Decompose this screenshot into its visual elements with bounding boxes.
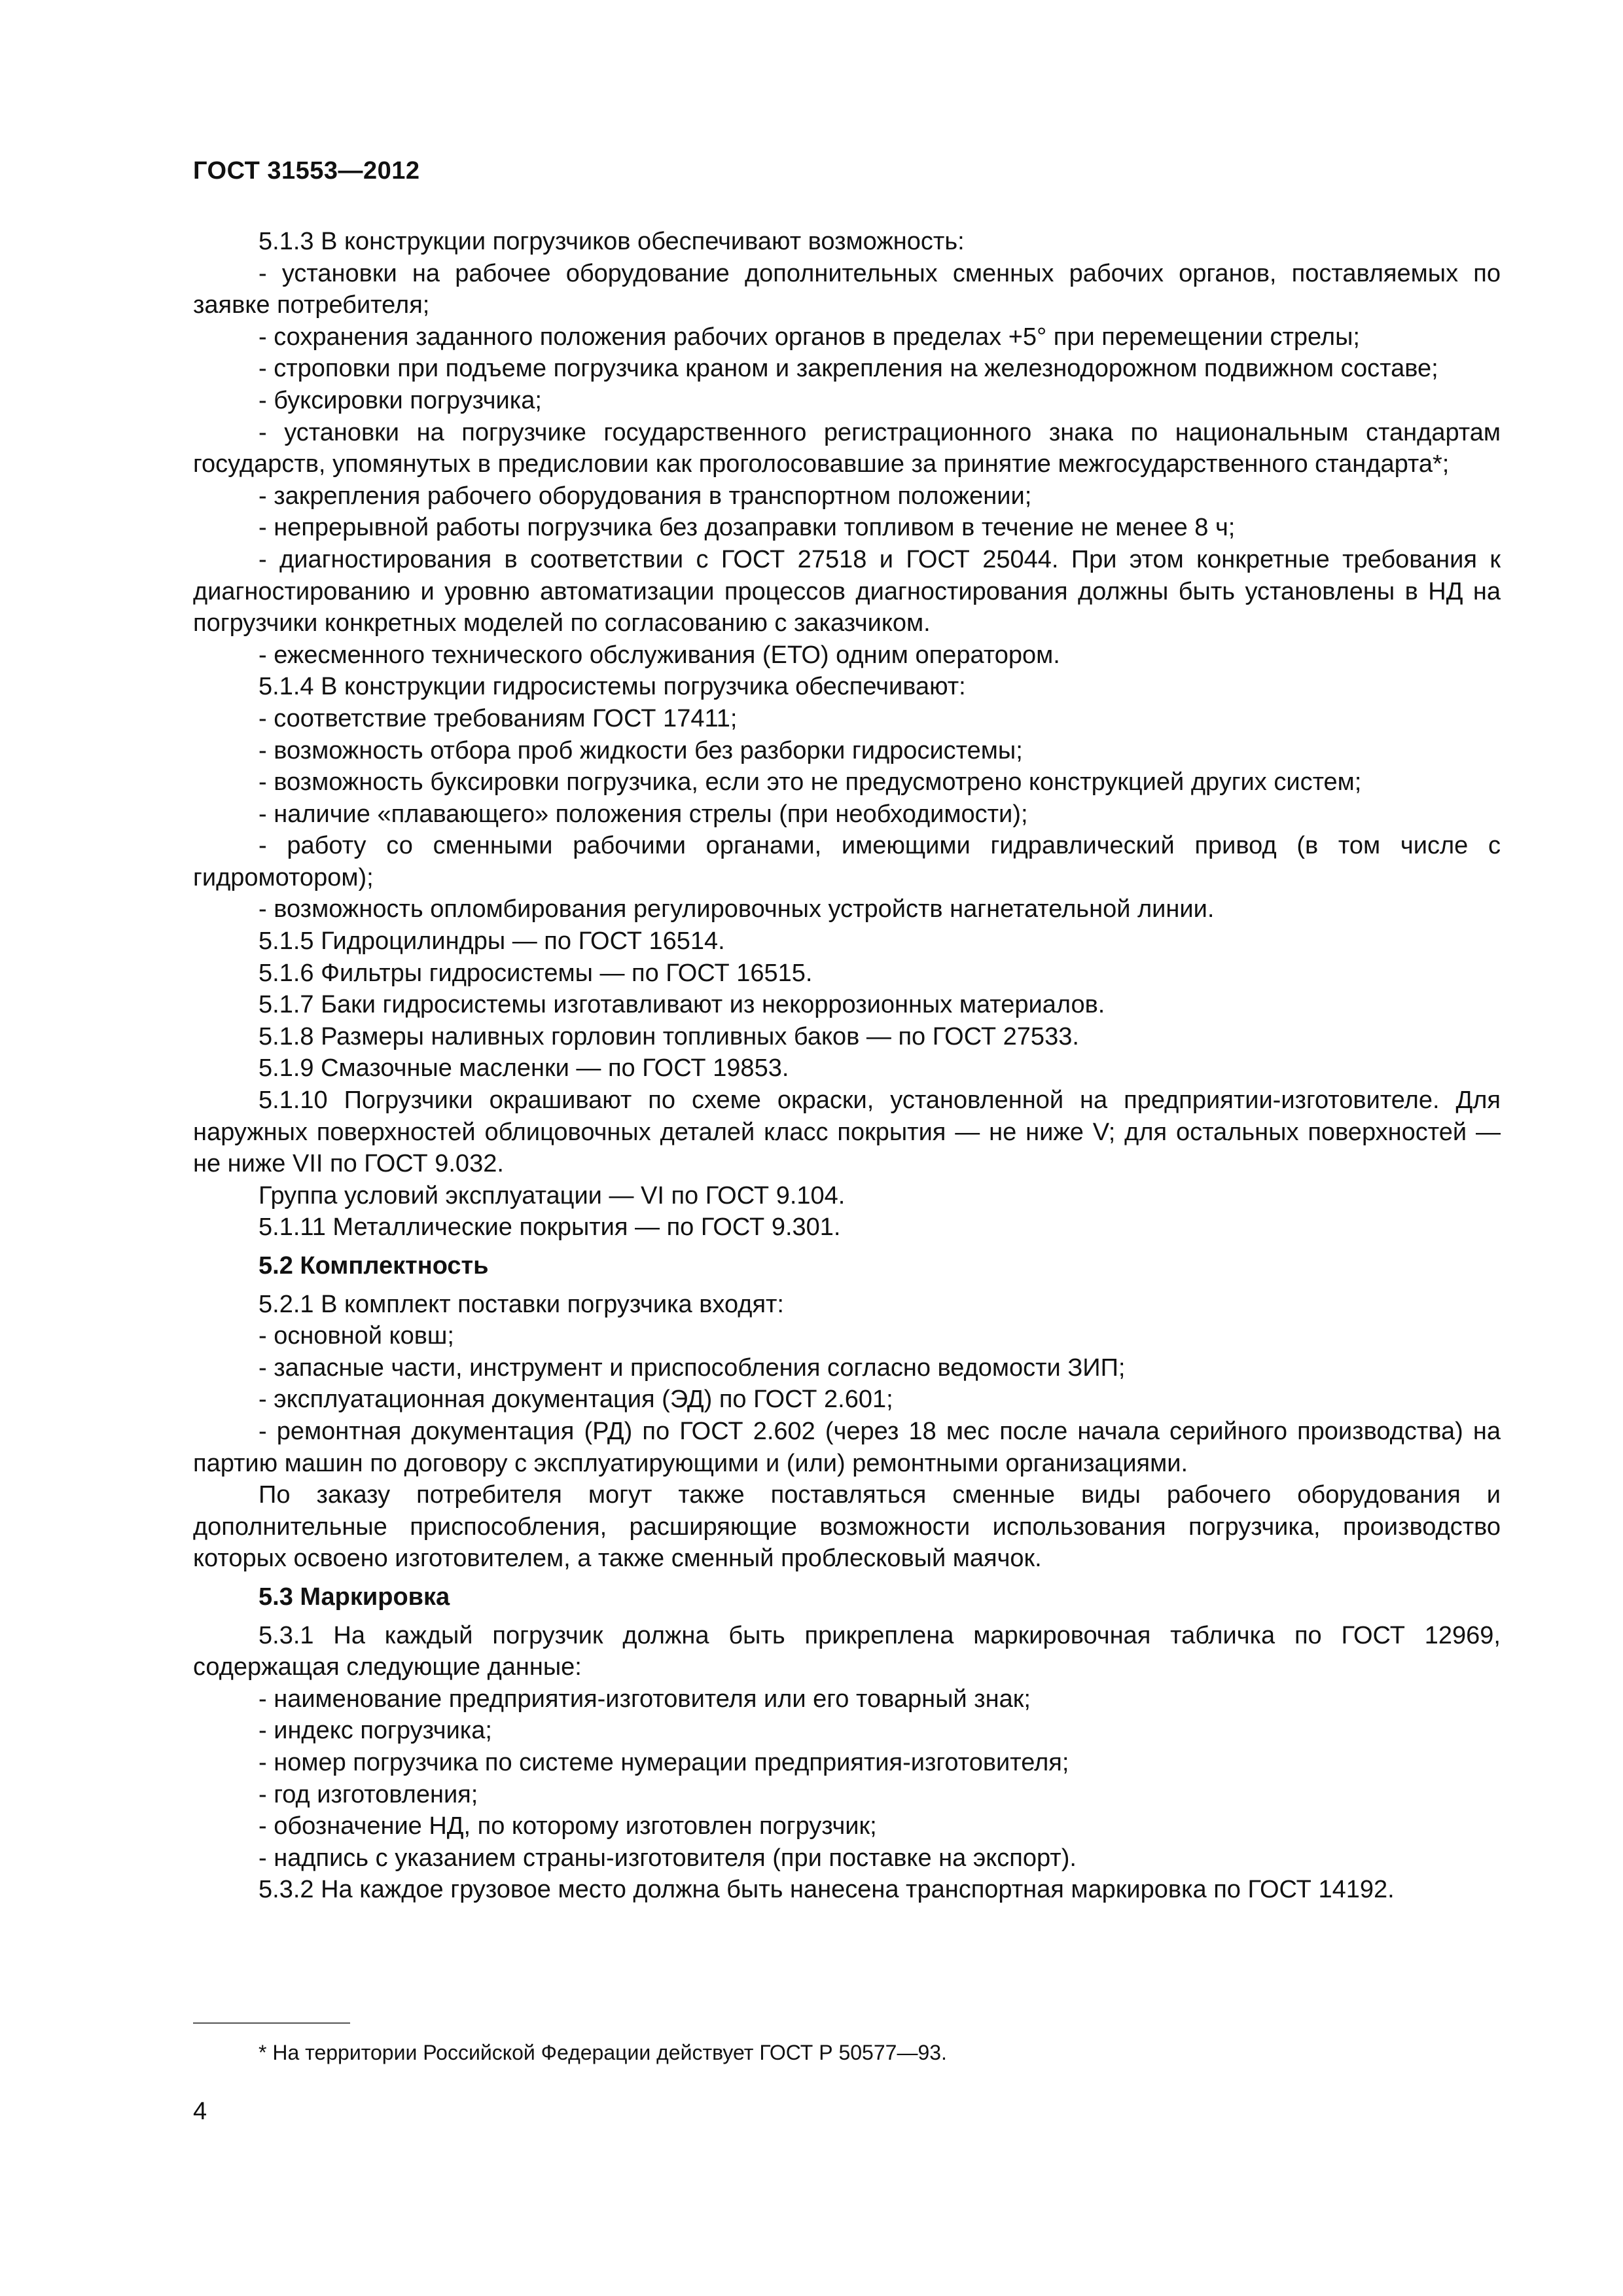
paragraph: 5.1.4 В конструкции гидросистемы погрузчика обеспечивают: xyxy=(259,673,966,701)
paragraph: - непрерывной работы погрузчика без дозаправки топливом в течение не менее 8 ч; xyxy=(259,514,1236,542)
paragraph: - закрепления рабочего оборудования в транспортном положении; xyxy=(259,482,1032,510)
paragraph: - возможность отбора проб жидкости без разборки гидросистемы; xyxy=(259,736,1023,764)
paragraph: - надпись с указанием страны-изготовителя (при поставке на экспорт). xyxy=(259,1844,1077,1872)
section-heading: 5.2 Комплектность xyxy=(259,1252,489,1280)
paragraph: - ремонтная документация (РД) по ГОСТ 2.602 (через 18 мес после начала серийного производства) на партию машин по договору с эксплуатирующими и (или) ремонтными организациями. xyxy=(193,1417,1501,1477)
paragraph: - установки на погрузчике государственного регистрационного знака по национальным стандартам государств, упомянутых в предисловии как проголосовавшие за принятие межгосударственного стандарта*; xyxy=(193,418,1501,478)
paragraph: 5.1.5 Гидроцилиндры — по ГОСТ 16514. xyxy=(259,927,725,956)
paragraph: - строповки при подъеме погрузчика краном и закрепления на железнодорожном подвижном составе; xyxy=(259,355,1438,383)
paragraph: 5.1.3 В конструкции погрузчиков обеспечивают возможность: xyxy=(259,228,965,255)
paragraph: - возможность опломбирования регулировочных устройств нагнетательной линии. xyxy=(259,895,1215,924)
paragraph: - возможность буксировки погрузчика, если это не предусмотрено конструкцией других систем; xyxy=(259,768,1362,797)
paragraph: - установки на рабочее оборудование дополнительных сменных рабочих органов, поставляемых по заявке потребителя; xyxy=(193,259,1501,319)
paragraph: - соответствие требованиям ГОСТ 17411; xyxy=(259,704,738,732)
section-heading: 5.3 Маркировка xyxy=(259,1583,450,1611)
paragraph: - сохранения заданного положения рабочих органов в пределах +5° при перемещении стрелы; xyxy=(259,323,1360,351)
paragraph: 5.1.9 Смазочные масленки — по ГОСТ 19853. xyxy=(259,1054,789,1083)
paragraph: 5.3.1 На каждый погрузчик должна быть прикреплена маркировочная табличка по ГОСТ 12969, содержащая следующие данные: xyxy=(193,1621,1501,1681)
document-body xyxy=(193,226,1501,1906)
paragraph: 5.2.1 В комплект поставки погрузчика входят: xyxy=(259,1290,784,1318)
paragraph: 5.1.7 Баки гидросистемы изготавливают из некоррозионных материалов. xyxy=(259,991,1105,1019)
paragraph: - эксплуатационная документация (ЭД) по ГОСТ 2.601; xyxy=(259,1386,893,1414)
paragraph: - наличие «плавающего» положения стрелы (при необходимости); xyxy=(259,800,1028,828)
paragraph: - ежесменного технического обслуживания (ЕТО) одним оператором. xyxy=(259,641,1060,669)
paragraph: - диагностирования в соответствии с ГОСТ 27518 и ГОСТ 25044. При этом конкретные требования к диагностированию и уровню автоматизации процессов диагностирования должны быть установлены в НД на погрузчики конкретных моделей по согласованию с заказчиком. xyxy=(193,545,1501,637)
paragraph: Группа условий эксплуатации — VI по ГОСТ 9.104. xyxy=(259,1181,846,1210)
document-header: ГОСТ 31553—2012 xyxy=(193,157,420,185)
paragraph: - основной ковш; xyxy=(259,1322,454,1350)
paragraph: 5.1.11 Металлические покрытия — по ГОСТ 9.301. xyxy=(259,1213,841,1242)
paragraph: 5.1.6 Фильтры гидросистемы — по ГОСТ 16515. xyxy=(259,959,813,987)
paragraph: По заказу потребителя могут также поставляться сменные виды рабочего оборудования и дополнительные приспособления, расширяющие возможности использования погрузчика, производство которых освоено изготовителем, а также сменный проблесковый маячок. xyxy=(193,1481,1501,1573)
paragraph: - обозначение НД, по которому изготовлен погрузчик; xyxy=(259,1812,877,1840)
footnote-separator xyxy=(193,2022,350,2024)
page-number: 4 xyxy=(193,2098,207,2125)
paragraph: - год изготовления; xyxy=(259,1780,478,1808)
paragraph: - индекс погрузчика; xyxy=(259,1717,492,1745)
footnote: * На территории Российской Федерации действует ГОСТ Р 50577—93. xyxy=(259,2041,947,2064)
paragraph: - наименование предприятия-изготовителя или его товарный знак; xyxy=(259,1685,1031,1713)
paragraph: 5.3.2 На каждое грузовое место должна быть нанесена транспортная маркировка по ГОСТ 14192. xyxy=(259,1876,1395,1904)
paragraph: - номер погрузчика по системе нумерации предприятия-изготовителя; xyxy=(259,1748,1069,1776)
paragraph: - запасные части, инструмент и приспособления согласно ведомости ЗИП; xyxy=(259,1354,1126,1382)
paragraph: - работу со сменными рабочими органами, имеющими гидравлический привод (в том числе с гидромотором); xyxy=(193,832,1501,891)
paragraph: 5.1.10 Погрузчики окрашивают по схеме окраски, установленной на предприятии-изготовителе. Для наружных поверхностей облицовочных деталей класс покрытия — не ниже V; для остальных поверхностей — не ниже VII по ГОСТ 9.032. xyxy=(193,1086,1501,1178)
paragraph: - буксировки погрузчика; xyxy=(259,386,542,414)
paragraph: 5.1.8 Размеры наливных горловин топливных баков — по ГОСТ 27533. xyxy=(259,1022,1079,1050)
